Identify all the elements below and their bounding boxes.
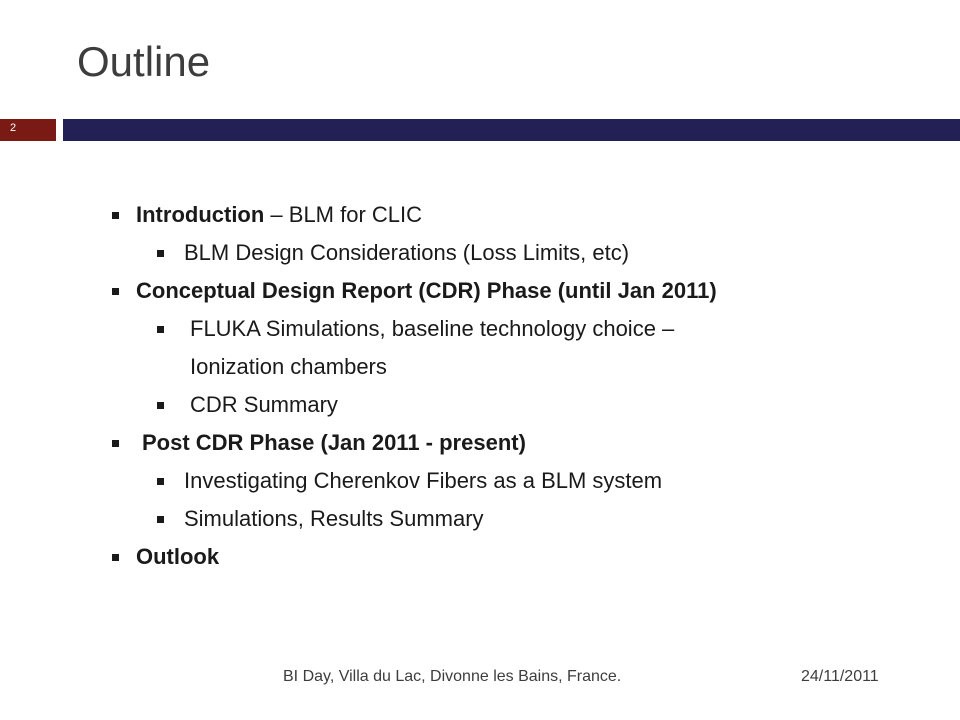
fluka-continued-text: Ionization chambers <box>190 354 387 379</box>
introduction-subtitle: – BLM for CLIC <box>264 202 423 227</box>
cherenkov-text: Investigating Cherenkov Fibers as a BLM system <box>184 468 663 493</box>
fluka-text: FLUKA Simulations, baseline technology choice – <box>190 316 675 341</box>
square-bullet-icon <box>112 440 119 447</box>
square-bullet-icon <box>112 288 119 295</box>
footer-date: 24/11/2011 <box>801 668 879 685</box>
list-item-simulations <box>0 500 960 538</box>
list-item-design-considerations <box>0 234 960 272</box>
slide-number-box <box>0 119 56 141</box>
square-bullet-icon <box>157 478 164 485</box>
square-bullet-icon <box>157 250 164 257</box>
footer-venue: BI Day, Villa du Lac, Divonne les Bains, France. <box>283 668 622 685</box>
list-item-fluka-continued <box>0 348 960 386</box>
title-divider-bar <box>63 119 960 141</box>
slide-title: Outline <box>77 38 211 85</box>
list-item-cdr-phase <box>0 272 960 310</box>
list-item-outlook <box>0 538 960 576</box>
introduction-heading: Introduction <box>136 202 265 227</box>
outlook-text: Outlook <box>136 544 220 569</box>
square-bullet-icon <box>157 402 164 409</box>
square-bullet-icon <box>112 212 119 219</box>
cdr-summary-text: CDR Summary <box>190 392 338 417</box>
list-item-post-cdr <box>0 424 960 462</box>
simulations-text: Simulations, Results Summary <box>184 506 484 531</box>
square-bullet-icon <box>157 516 164 523</box>
slide-number: 2 <box>10 122 17 134</box>
square-bullet-icon <box>157 326 164 333</box>
list-item-cherenkov <box>0 462 960 500</box>
post-cdr-text: Post CDR Phase (Jan 2011 - present) <box>142 430 526 455</box>
square-bullet-icon <box>112 554 119 561</box>
list-item-introduction <box>0 196 960 234</box>
cdr-phase-text: Conceptual Design Report (CDR) Phase (until Jan 2011) <box>136 278 717 303</box>
design-considerations-text: BLM Design Considerations (Loss Limits, etc) <box>184 240 630 265</box>
outline-list <box>0 196 960 576</box>
list-item-fluka <box>0 310 960 348</box>
list-item-cdr-summary <box>0 386 960 424</box>
